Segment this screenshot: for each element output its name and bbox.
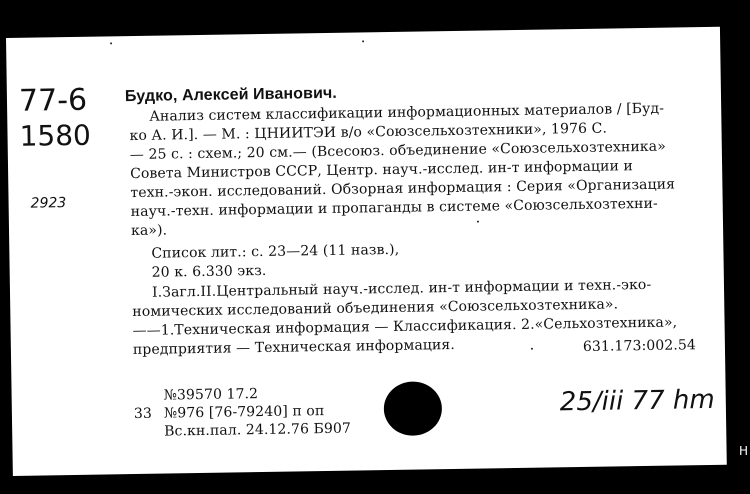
entry-heading: Будко, Алексей Иванович. bbox=[124, 84, 338, 106]
entry-line: науч.-техн. информации и пропаганды в системе «Союзсельхозтехни- bbox=[130, 195, 658, 221]
speck bbox=[110, 42, 112, 44]
registration-prefix: 33 bbox=[133, 405, 153, 423]
entry-line: ка»). bbox=[130, 222, 168, 240]
ink-blot bbox=[383, 381, 442, 436]
subject-line: I.Загл.II.Центральный науч.-исслед. ин-т информации и техн.-эко- bbox=[151, 276, 652, 301]
classification-number: 631.173:002.54 bbox=[582, 337, 697, 355]
registration-line3: Вс.кн.пал. 24.12.76 Б907 bbox=[164, 420, 352, 440]
corner-mark: H bbox=[738, 444, 748, 458]
bibliography-note: Список лит.: с. 23—24 (11 назв.), bbox=[151, 241, 400, 262]
registration-line2: №976 [76-79240] п оп bbox=[163, 403, 325, 422]
subject-line: предприятия — Техническая информация. bbox=[132, 336, 455, 359]
price-note: 20 к. 6.330 экз. bbox=[151, 262, 267, 281]
subject-line: ——1.Техническая информация — Классификация. 2.«Сельхозтехника», bbox=[132, 314, 678, 340]
call-number-line2: 1580 bbox=[19, 118, 92, 153]
registration-line1: №39570 17.2 bbox=[163, 386, 259, 404]
entry-line: Анализ систем классификации информационных материалов / [Буд- bbox=[149, 100, 665, 125]
speck bbox=[531, 348, 533, 350]
catalog-card bbox=[6, 27, 727, 476]
handwritten-note: 2923 bbox=[30, 195, 67, 212]
call-number-line1: 77-6 bbox=[18, 82, 88, 119]
entry-line: ко А. И.]. — М. : ЦНИИТЭИ в/о «Союзсельхозтехники», 1976 С. bbox=[129, 120, 608, 145]
entry-line: — 25 с. : схем.; 20 см.— (Всесоюз. объединение «Союзсельхозтехника» bbox=[129, 138, 666, 164]
speck bbox=[362, 40, 364, 42]
speck bbox=[477, 221, 479, 223]
entry-line: Совета Министров СССР, Центр. науч.-исслед. ин-т информации и bbox=[130, 158, 634, 183]
handwritten-signature: 25/iii 77 hm bbox=[559, 384, 715, 418]
subject-line: номических исследований объединения «Союзсельхозтехника». bbox=[132, 296, 619, 321]
entry-line: техн.-экон. исследований. Обзорная информация : Серия «Организация bbox=[130, 176, 676, 202]
